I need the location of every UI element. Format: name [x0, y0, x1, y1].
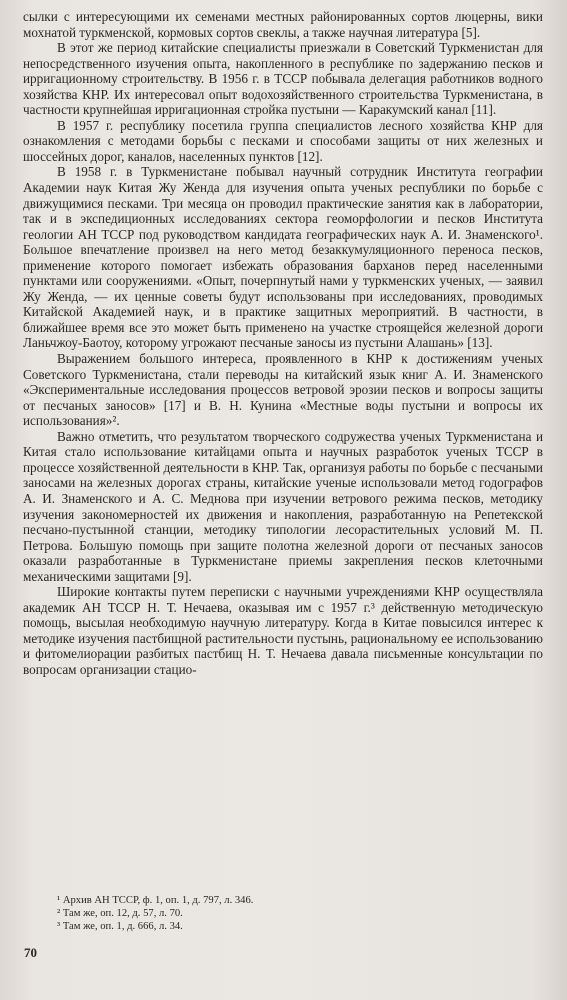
paragraph-6: Важно отметить, что результатом творческого содружества ученых Туркменистана и Китая стало использование китайцами опыта и научных разработок ученых ТССР в процессе хозяйственной деятельности в КНР. Так, организуя работы по борьбе с песчаными заносами на железных дорогах страны, китайские ученые использовали метод годографов А. И. Знаменского и А. С. Меднова при изучении ветрового режима песков, методику изучения закономерностей их движения и накопления, разработанную на Репетекской песчано-пустынной станции, методику типологии лесорастительных условий М. П. Петрова. Большую помощь при защите полотна железной дороги от песчаных заносов оказали разработанные в Туркменистане приемы закрепления песков клеточными механическими защитами [9]. [23, 428, 543, 584]
footnote-1: ¹ Архив АН ТССР, ф. 1, оп. 1, д. 797, л. 346. [57, 895, 254, 906]
paragraph-2: В этот же период китайские специалисты приезжали в Советский Туркменистан для непосредственного изучения опыта, накопленного в республике по задержанию песков и ирригационному строительству. В 1956 г. в ТССР побывала делегация работников водного хозяйства КНР. Их интересовал опыт водохозяйственного строительства Туркменистана, в частности крупнейшая ирригационная стройка пустыни — Каракумский канал [11]. [23, 40, 543, 118]
page-number: 70 [24, 945, 37, 960]
paragraph-5: Выражением большого интереса, проявленного в КНР к достижениям ученых Советского Туркменистана, стали переводы на китайский язык книг А. И. Знаменского «Экспериментальные исследования процессов ветровой эрозии песков и вопросы защиты от песчаных заносов» [17] и В. Н. Кунина «Местные воды пустыни и вопросы их использования»². [23, 351, 543, 429]
footnote-2: ² Там же, оп. 12, д. 57, л. 70. [57, 908, 183, 920]
paragraph-1: сылки с интересующими их семенами местных районированных сортов люцерны, вики мохнатой туркменской, кормовых сортов свеклы, а также научная литература [5]. [23, 9, 543, 40]
footnotes [57, 894, 527, 934]
paragraph-3: В 1957 г. республику посетила группа специалистов лесного хозяйства КНР для ознакомления с методами борьбы с песками и способами защиты от них железных и шоссейных дорог, каналов, населенных пунктов [12]. [23, 117, 543, 164]
paragraph-7: Широкие контакты путем переписки с научными учреждениями КНР осуществляла академик АН ТССР Н. Т. Нечаева, оказывая им с 1957 г.³ действенную методическую помощь, высылая необходимую научную литературу. Когда в Китае повысился интерес к методике изучения пастбищной растительности пустынь, рациональному ее использованию и фитомелиорации разбитых пастбищ Н. Т. Нечаева давала письменные консультации по вопросам организации стацио- [23, 584, 543, 677]
footnote-3: ³ Там же, оп. 1, д. 666, л. 34. [57, 921, 183, 933]
paragraph-4: В 1958 г. в Туркменистане побывал научный сотрудник Института географии Академии наук Китая Жу Женда для изучения опыта ученых республики по борьбе с движущимися песками. Три месяца он проводил практические занятия как в лаборатории, так и в экспедиционных исследованиях сектора геоморфологии и песков Института геологии АН ТССР под руководством кандидата географических наук А. И. Знаменского¹. Большое впечатление произвел на него метод безаккумуляционного переноса песков, применение которого помогает избежать образования барханов перед населенными пунктами или сооружениями. «Опыт, почерпнутый нами у туркменских ученых, — заявил Жу Женда, — их ценные советы будут использованы при исследованиях, проводимых Китайской Академией наук, и в практике защитных мероприятий. В частности, в ближайшее время все это может быть применено на участке строящейся железной дороги Ланьчжоу-Баотоу, которому угрожают песчаные заносы из пустыни Алашань» [13]. [23, 164, 543, 351]
body-text [23, 9, 543, 678]
